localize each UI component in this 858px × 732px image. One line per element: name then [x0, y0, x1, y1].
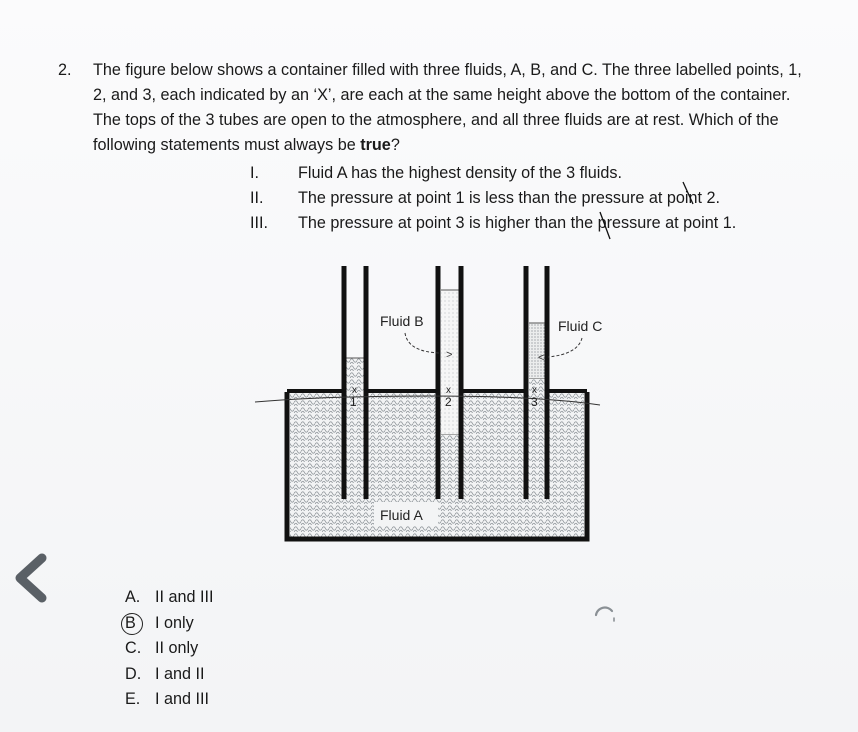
answer-text: II only [155, 639, 199, 657]
point-2-label: 2 [445, 395, 452, 409]
chevron-left-icon[interactable] [10, 552, 50, 604]
answer-letter: A. [125, 588, 141, 606]
answer-letter: B [125, 613, 136, 632]
statement-number: III. [250, 214, 268, 232]
answer-letter: E. [125, 690, 141, 708]
answer-b[interactable] [125, 611, 214, 637]
question-emphasis: true [360, 136, 391, 154]
point-3-label: 3 [531, 395, 538, 409]
answer-letter: D. [125, 664, 142, 683]
statement-number: II. [250, 189, 264, 207]
statement-number: I. [250, 164, 259, 182]
answer-text: I only [155, 613, 194, 632]
question-text-end: ? [390, 136, 400, 154]
fluid-a-label: Fluid A [380, 507, 423, 523]
answer-letter: C. [125, 639, 142, 657]
point-2-marker: x [446, 385, 451, 396]
point-3-marker: x [532, 385, 537, 396]
statement-text: The pressure at point 3 is higher than the pressure at point 1. [298, 214, 737, 232]
answer-d[interactable] [125, 662, 214, 688]
answer-a[interactable] [125, 585, 214, 611]
answer-choices [125, 585, 214, 713]
answer-text: I and II [155, 664, 205, 683]
statement-text: The pressure at point 1 is less than the pressure at point 2. [298, 189, 721, 207]
answer-e[interactable] [125, 687, 214, 713]
answer-letter-circled [125, 611, 155, 637]
svg-text:<: < [538, 352, 545, 364]
fluid-b-label: Fluid B [380, 313, 424, 329]
answer-c[interactable] [125, 636, 214, 662]
statement-text: Fluid A has the highest density of the 3 fluids. [298, 164, 622, 182]
point-1-label: 1 [350, 395, 357, 409]
svg-text:>: > [446, 349, 453, 361]
question-number: 2. [58, 61, 72, 79]
answer-text: II and III [155, 588, 214, 606]
fluid-c-label: Fluid C [558, 318, 603, 334]
question-text-main: The figure below shows a container filled with three fluids, A, B, and C. The three labelled points, 1, 2, and 3, each indicated by an ‘X’, are each at the same height above the bottom of the container. The tops of the 3 tubes are open to the atmosphere, and all three fluids are at rest. Which of the following statements must always be [93, 61, 802, 154]
spinner-icon [592, 603, 618, 629]
selection-circle [121, 613, 143, 635]
answer-text: I and III [155, 690, 209, 708]
point-1-marker: x [352, 385, 357, 396]
